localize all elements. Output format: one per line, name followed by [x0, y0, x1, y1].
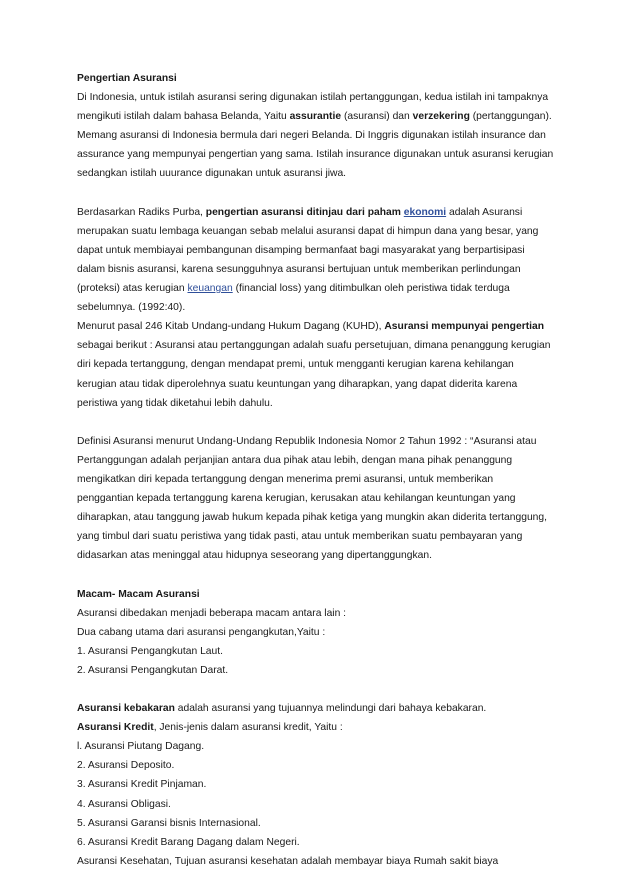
paragraph-line: yang timbul dari suatu peristiwa yang tidak pasti, atau untuk memberikan suatu pembayaran yang	[77, 531, 523, 543]
term-assurantie: assurantie	[289, 111, 342, 123]
paragraph-line: Pertanggungan adalah perjanjian antara dua pihak atau lebih, dengan mana pihak penanggung	[77, 454, 513, 466]
text-run: , Jenis-jenis dalam asuransi kredit, Yaitu :	[153, 722, 343, 734]
paragraph-line: merupakan suatu lembaga keuangan sebab melalui asuransi dapat di himpun dana yang besar, yang	[77, 225, 539, 237]
paragraph-gap	[77, 413, 568, 432]
list-item: 2. Asuransi Pengangkutan Darat.	[77, 664, 229, 676]
term-asuransi-kebakaran: Asuransi kebakaran	[77, 703, 175, 715]
paragraph-line: kerugian atau tidak diperolehnya suatu keuntungan yang diharapkan, yang dapat diderita karena	[77, 378, 518, 390]
text-run: (asuransi) dan	[341, 111, 413, 123]
text-run: adalah Asuransi	[446, 206, 523, 218]
paragraph-line: diharapkan, atau tanggung jawab hukum kepada pihak ketiga yang mungkin akan diderita tertanggung,	[77, 512, 547, 524]
paragraph-line: penggantian kepada tertanggung karena kerugian, kerusakan atau kehilangan keuntungan yang	[77, 493, 516, 505]
paragraph-line: diri kepada tertanggung, dengan mendapat premi, untuk mengganti kerugian karena kehilangan	[77, 359, 514, 371]
paragraph-line	[77, 107, 568, 126]
paragraph-line: sebelumnya. (1992:40).	[77, 302, 186, 314]
paragraph-line: mengikatkan diri kepada tertanggung dengan menerima premi asuransi, untuk memberikan	[77, 473, 494, 485]
paragraph-line	[77, 317, 568, 336]
paragraph-line: sebagai berikut : Asuransi atau pertanggungan adalah suafu persetujuan, dimana penanggung kerugian	[77, 340, 551, 352]
paragraph-line: dalam bisnis asuransi, karena sesungguhnya asuransi bertujuan untuk memberikan perlindungan	[77, 263, 521, 275]
list-item: 2. Asuransi Deposito.	[77, 760, 175, 772]
paragraph-line: assurance yang mempunyai pengertian yang sama. Istilah insurance digunakan untuk asuransi kerugian	[77, 149, 554, 161]
paragraph-line	[77, 203, 568, 222]
section-title-macam: Macam- Macam Asuransi	[77, 588, 200, 600]
paragraph-line: Dua cabang utama dari asuransi pengangkutan,Yaitu :	[77, 626, 326, 638]
paragraph-line: Definisi Asuransi menurut Undang-Undang Republik Indonesia Nomor 2 Tahun 1992 : “Asuransi atau	[77, 435, 537, 447]
paragraph-line: didasarkan atas meninggal atau hidupnya seseorang yang dipertanggungkan.	[77, 550, 432, 562]
link-ekonomi[interactable]: ekonomi	[403, 206, 447, 218]
text-run: adalah asuransi yang tujuannya melindungi dari bahaya kebakaran.	[174, 703, 487, 715]
paragraph-gap	[77, 565, 568, 584]
list-item: 5. Asuransi Garansi bisnis Internasional.	[77, 817, 261, 829]
paragraph-line	[77, 699, 568, 718]
link-keuangan[interactable]: keuangan	[187, 283, 233, 295]
paragraph-line: sedangkan istilah uuurance digunakan untuk asuransi jiwa.	[77, 168, 347, 180]
paragraph-line: Asuransi Kesehatan, Tujuan asuransi kesehatan adalah membayar biaya Rumah sakit biaya	[77, 855, 499, 867]
term-asuransi-kredit: Asuransi Kredit	[77, 722, 154, 734]
text-run: Berdasarkan Radiks Purba,	[77, 206, 206, 218]
list-item: l. Asuransi Piutang Dagang.	[77, 741, 205, 753]
text-run: (proteksi) atas kerugian	[77, 283, 188, 295]
bold-phrase: pengertian asuransi ditinjau dari paham	[205, 206, 404, 218]
paragraph-line: Memang asuransi di Indonesia bermula dari negeri Belanda. Di Inggris digunakan istilah insurance dan	[77, 130, 546, 142]
list-item: 4. Asuransi Obligasi.	[77, 798, 171, 810]
term-verzekering: verzekering	[412, 111, 470, 123]
section-title-pengertian: Pengertian Asuransi	[77, 73, 177, 84]
text-run: mengikuti istilah dalam bahasa Belanda, Yaitu	[77, 111, 290, 123]
list-item: 6. Asuransi Kredit Barang Dagang dalam Negeri.	[77, 836, 300, 848]
paragraph-line: peristiwa yang tidak diketahui lebih dahulu.	[77, 397, 273, 409]
list-item: 1. Asuransi Pengangkutan Laut.	[77, 645, 223, 657]
paragraph-line	[77, 718, 568, 737]
bold-phrase: Asuransi mempunyai pengertian	[384, 321, 545, 333]
paragraph-line	[77, 279, 568, 298]
paragraph-gap	[77, 184, 568, 203]
list-item: 3. Asuransi Kredit Pinjaman.	[77, 779, 207, 791]
paragraph-line: Asuransi dibedakan menjadi beberapa macam antara lain :	[77, 607, 347, 619]
text-run: (pertanggungan).	[469, 111, 552, 123]
text-run: Menurut pasal 246 Kitab Undang-undang Hukum Dagang (KUHD),	[77, 321, 385, 333]
paragraph-gap	[77, 680, 568, 699]
paragraph-line: dapat untuk membiayai pembangunan disamping bermanfaat bagi masyarakat yang berpartisipasi	[77, 244, 525, 256]
text-run: (financial loss) yang ditimbulkan oleh peristiwa tidak terduga	[232, 283, 510, 295]
paragraph-line: Di Indonesia, untuk istilah asuransi sering digunakan istilah pertanggungan, kedua istilah ini tampaknya	[77, 92, 549, 104]
